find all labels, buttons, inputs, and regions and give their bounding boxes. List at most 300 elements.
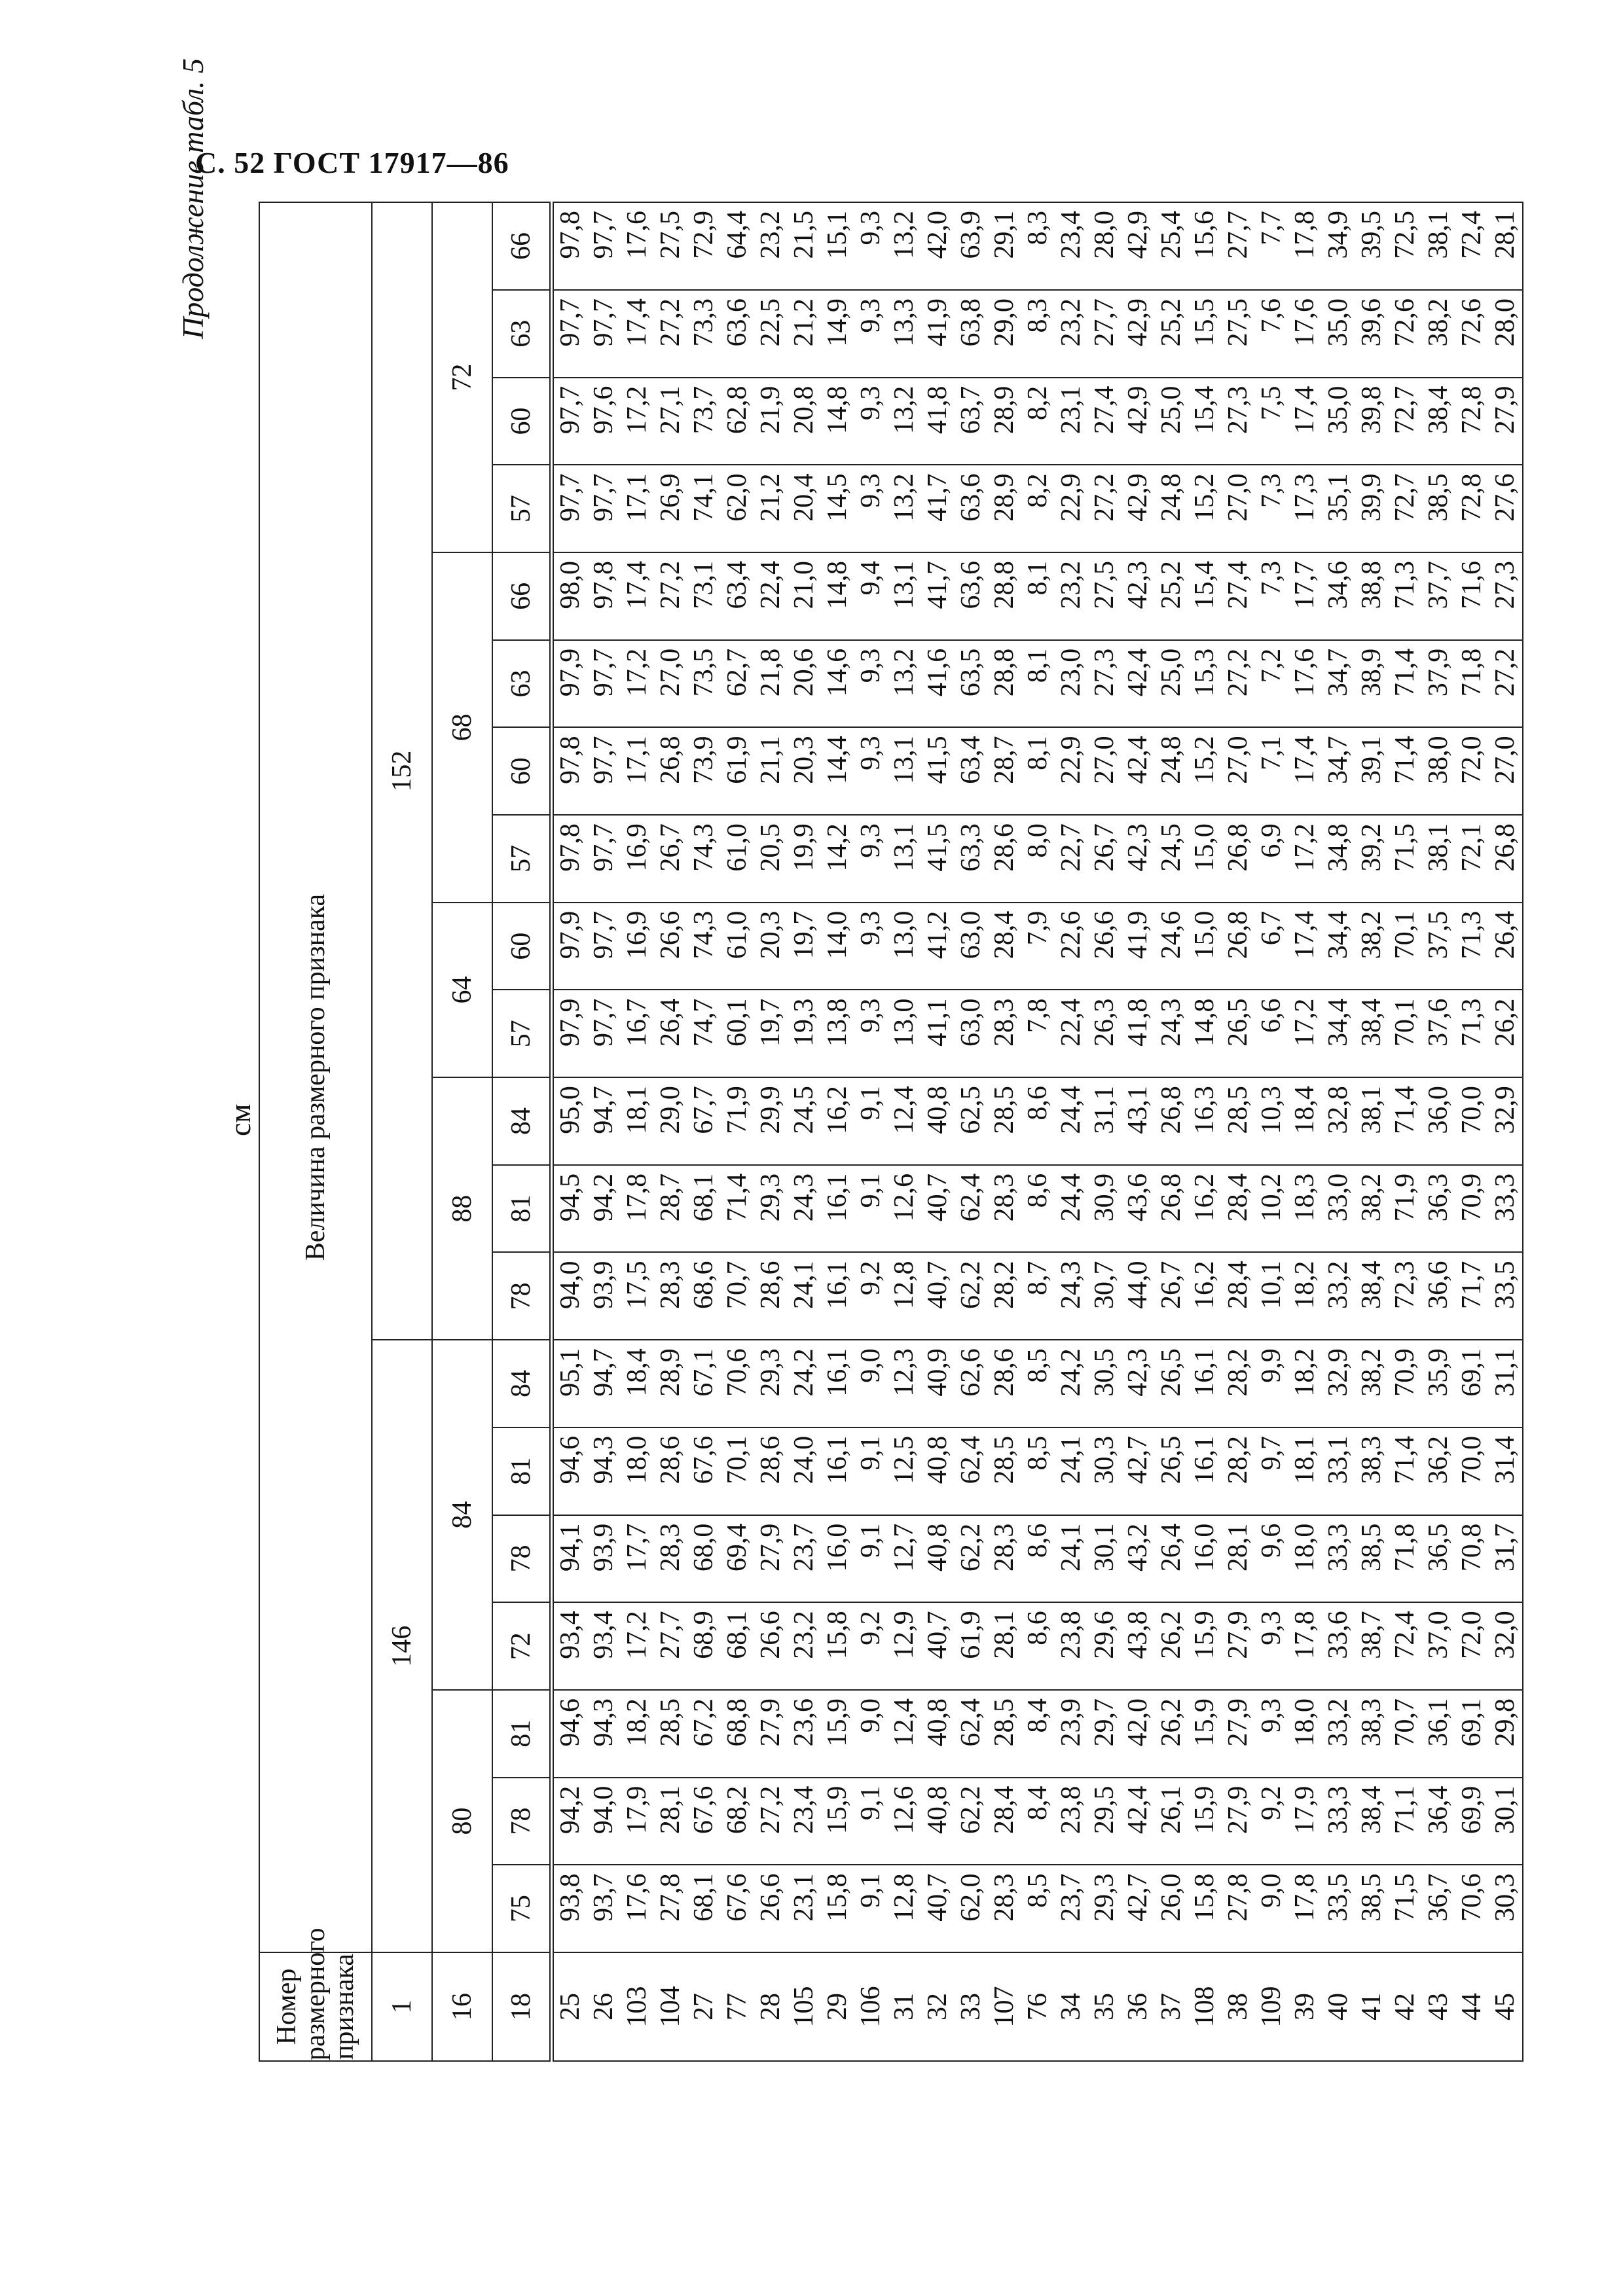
value-cell: 25,2 (1155, 290, 1188, 378)
value-cell: 27,7 (1222, 202, 1255, 290)
value-cell: 63,5 (955, 640, 988, 728)
row-number-cell: 105 (788, 1952, 821, 2061)
value-cell: 34,8 (1322, 815, 1355, 903)
value-cell: 32,9 (1322, 1340, 1355, 1427)
value-cell: 35,0 (1322, 378, 1355, 465)
value-cell: 95,0 (552, 1077, 588, 1165)
value-cell: 41,7 (921, 465, 955, 552)
value-cell: 28,5 (1222, 1077, 1255, 1165)
value-cell: 17,6 (621, 1865, 654, 1952)
value-cell: 29,0 (654, 1077, 687, 1165)
value-cell: 28,7 (654, 1165, 687, 1253)
value-cell: 24,5 (1155, 815, 1188, 903)
value-cell: 28,6 (988, 815, 1021, 903)
value-cell: 38,9 (1355, 640, 1389, 728)
header-size-column: 78 (492, 1515, 552, 1603)
row-number-cell: 32 (921, 1952, 955, 2061)
value-cell: 71,4 (1389, 727, 1422, 815)
value-cell: 27,2 (1222, 640, 1255, 728)
value-cell: 40,7 (921, 1165, 955, 1253)
table-row (1389, 202, 1422, 2061)
value-cell: 32,0 (1489, 1602, 1523, 1690)
value-cell: 97,9 (552, 903, 588, 990)
value-cell: 94,6 (552, 1427, 588, 1515)
value-cell: 32,8 (1322, 1077, 1355, 1165)
value-cell: 97,7 (587, 640, 621, 728)
value-cell: 43,6 (1122, 1165, 1155, 1253)
value-cell: 26,6 (654, 903, 687, 990)
row-number-cell: 31 (888, 1952, 921, 2061)
value-cell: 17,6 (1288, 640, 1322, 728)
table-row (1055, 202, 1088, 2061)
header-chest-group: 68 (432, 552, 492, 903)
value-cell: 17,2 (1288, 815, 1322, 903)
header-size-column: 63 (492, 290, 552, 378)
value-cell: 28,3 (988, 1865, 1021, 1952)
value-cell: 34,7 (1322, 727, 1355, 815)
value-cell: 62,8 (721, 378, 754, 465)
value-cell: 12,3 (888, 1340, 921, 1427)
value-cell: 28,6 (754, 1427, 788, 1515)
value-cell: 24,6 (1155, 903, 1188, 990)
header-size-column: 78 (492, 1253, 552, 1340)
value-cell: 67,6 (687, 1427, 721, 1515)
value-cell: 70,0 (1455, 1077, 1489, 1165)
value-cell: 9,3 (1255, 1690, 1288, 1778)
value-cell: 42,3 (1122, 552, 1155, 640)
value-cell: 16,7 (621, 990, 654, 1077)
value-cell: 27,7 (654, 1602, 687, 1690)
value-cell: 28,2 (1222, 1340, 1255, 1427)
value-cell: 94,7 (587, 1077, 621, 1165)
value-cell: 9,3 (854, 990, 888, 1077)
table-row (1255, 202, 1288, 2061)
value-cell: 60,1 (721, 990, 754, 1077)
value-cell: 63,4 (955, 727, 988, 815)
value-cell: 26,6 (754, 1865, 788, 1952)
value-cell: 38,4 (1355, 1778, 1389, 1865)
value-cell: 10,1 (1255, 1253, 1288, 1340)
value-cell: 42,7 (1122, 1865, 1155, 1952)
value-cell: 27,5 (654, 202, 687, 290)
table-row (621, 202, 654, 2061)
value-cell: 12,7 (888, 1515, 921, 1603)
header-size-column: 75 (492, 1865, 552, 1952)
header-size-column: 60 (492, 378, 552, 465)
value-cell: 42,0 (1122, 1690, 1155, 1778)
row-number-cell: 36 (1122, 1952, 1155, 2061)
value-cell: 28,0 (1088, 202, 1122, 290)
value-cell: 97,7 (552, 290, 588, 378)
value-cell: 39,2 (1355, 815, 1389, 903)
value-cell: 62,5 (955, 1077, 988, 1165)
value-cell: 27,9 (1222, 1690, 1255, 1778)
value-cell: 14,8 (1188, 990, 1222, 1077)
value-cell: 23,2 (1055, 552, 1088, 640)
table-continuation-caption: Продолжение табл. 5 (176, 58, 210, 339)
value-cell: 13,2 (888, 640, 921, 728)
value-cell: 41,9 (921, 290, 955, 378)
value-cell: 67,6 (687, 1778, 721, 1865)
value-cell: 15,9 (821, 1778, 854, 1865)
value-cell: 70,1 (1389, 990, 1422, 1077)
value-cell: 71,4 (1389, 1427, 1422, 1515)
value-cell: 16,9 (621, 815, 654, 903)
value-cell: 38,5 (1355, 1865, 1389, 1952)
value-cell: 28,2 (1222, 1427, 1255, 1515)
table-row (1422, 202, 1455, 2061)
value-cell: 97,7 (587, 465, 621, 552)
value-cell: 8,5 (1021, 1340, 1055, 1427)
value-cell: 34,6 (1322, 552, 1355, 640)
value-cell: 9,1 (854, 1165, 888, 1253)
value-cell: 15,9 (1188, 1602, 1222, 1690)
value-cell: 43,2 (1122, 1515, 1155, 1603)
value-cell: 28,3 (988, 1515, 1021, 1603)
value-cell: 73,7 (687, 378, 721, 465)
value-cell: 9,6 (1255, 1515, 1288, 1603)
value-cell: 22,4 (754, 552, 788, 640)
value-cell: 14,8 (821, 378, 854, 465)
value-cell: 33,1 (1322, 1427, 1355, 1515)
value-cell: 33,5 (1489, 1253, 1523, 1340)
row-number-cell: 37 (1155, 1952, 1188, 2061)
value-cell: 17,2 (621, 640, 654, 728)
value-cell: 39,6 (1355, 290, 1389, 378)
row-number-cell: 106 (854, 1952, 888, 2061)
value-cell: 18,2 (1288, 1253, 1322, 1340)
value-cell: 8,7 (1021, 1253, 1055, 1340)
value-cell: 74,3 (687, 903, 721, 990)
value-cell: 67,1 (687, 1340, 721, 1427)
value-cell: 72,4 (1455, 202, 1489, 290)
value-cell: 27,2 (654, 552, 687, 640)
value-cell: 15,0 (1188, 903, 1222, 990)
value-cell: 37,0 (1422, 1602, 1455, 1690)
value-cell: 31,1 (1088, 1077, 1122, 1165)
value-cell: 17,3 (1288, 465, 1322, 552)
value-cell: 9,3 (854, 378, 888, 465)
value-cell: 38,1 (1422, 202, 1455, 290)
table-row (1088, 202, 1122, 2061)
value-cell: 35,1 (1322, 465, 1355, 552)
value-cell: 72,0 (1455, 727, 1489, 815)
value-cell: 28,4 (988, 1778, 1021, 1865)
value-cell: 68,1 (687, 1865, 721, 1952)
value-cell: 29,8 (1489, 1690, 1523, 1778)
value-cell: 36,7 (1422, 1865, 1455, 1952)
value-cell: 28,4 (1222, 1253, 1255, 1340)
value-cell: 9,0 (854, 1340, 888, 1427)
row-number-cell: 38 (1222, 1952, 1255, 2061)
value-cell: 71,9 (721, 1077, 754, 1165)
value-cell: 34,7 (1322, 640, 1355, 728)
value-cell: 33,0 (1322, 1165, 1355, 1253)
value-cell: 17,6 (621, 202, 654, 290)
value-cell: 72,0 (1455, 1602, 1489, 1690)
value-cell: 41,9 (1122, 903, 1155, 990)
value-cell: 16,2 (821, 1077, 854, 1165)
value-cell: 27,8 (1222, 1865, 1255, 1952)
value-cell: 33,3 (1322, 1515, 1355, 1603)
value-cell: 9,1 (854, 1427, 888, 1515)
value-cell: 32,9 (1489, 1077, 1523, 1165)
value-cell: 27,5 (1222, 290, 1255, 378)
value-cell: 17,4 (621, 290, 654, 378)
value-cell: 26,5 (1155, 1340, 1188, 1427)
value-cell: 8,6 (1021, 1602, 1055, 1690)
value-cell: 42,9 (1122, 290, 1155, 378)
row-number-cell: 34 (1055, 1952, 1088, 2061)
value-cell: 8,2 (1021, 378, 1055, 465)
value-cell: 27,4 (1088, 378, 1122, 465)
value-cell: 97,8 (552, 202, 588, 290)
value-cell: 18,4 (1288, 1077, 1322, 1165)
value-cell: 95,1 (552, 1340, 588, 1427)
value-cell: 41,1 (921, 990, 955, 1077)
value-cell: 72,7 (1389, 465, 1422, 552)
value-cell: 19,7 (754, 990, 788, 1077)
value-cell: 29,0 (988, 290, 1021, 378)
value-cell: 17,8 (1288, 1865, 1322, 1952)
value-cell: 71,8 (1389, 1515, 1422, 1603)
value-cell: 28,8 (988, 552, 1021, 640)
value-cell: 9,3 (854, 465, 888, 552)
value-cell: 15,4 (1188, 552, 1222, 640)
value-cell: 70,1 (1389, 903, 1422, 990)
value-cell: 22,9 (1055, 465, 1088, 552)
value-cell: 97,8 (552, 727, 588, 815)
value-cell: 61,0 (721, 903, 754, 990)
value-cell: 63,0 (955, 903, 988, 990)
value-cell: 38,2 (1355, 903, 1389, 990)
value-cell: 41,5 (921, 815, 955, 903)
column-header-value: Величина размерного признака (259, 202, 372, 1952)
value-cell: 37,6 (1422, 990, 1455, 1077)
value-cell: 71,4 (1389, 1077, 1422, 1165)
value-cell: 9,2 (854, 1253, 888, 1340)
row-number-cell: 45 (1489, 1952, 1523, 2061)
value-cell: 69,1 (1455, 1340, 1489, 1427)
value-cell: 9,2 (1255, 1778, 1288, 1865)
value-cell: 23,1 (1055, 378, 1088, 465)
value-cell: 73,5 (687, 640, 721, 728)
value-cell: 12,5 (888, 1427, 921, 1515)
value-cell: 27,9 (1489, 378, 1523, 465)
column-header-number: Номер размерного признака (259, 1952, 372, 2061)
value-cell: 40,8 (921, 1077, 955, 1165)
value-cell: 17,2 (621, 1602, 654, 1690)
value-cell: 71,9 (1389, 1165, 1422, 1253)
header-chest-group: 80 (432, 1690, 492, 1952)
value-cell: 38,2 (1422, 290, 1455, 378)
value-cell: 38,1 (1422, 815, 1455, 903)
value-cell: 69,9 (1455, 1778, 1489, 1865)
value-cell: 29,5 (1088, 1778, 1122, 1865)
value-cell: 42,4 (1122, 1778, 1155, 1865)
value-cell: 26,7 (1088, 815, 1122, 903)
value-cell: 31,4 (1489, 1427, 1523, 1515)
value-cell: 27,3 (1222, 378, 1255, 465)
value-cell: 7,5 (1255, 378, 1288, 465)
value-cell: 17,1 (621, 465, 654, 552)
header-height-group: 152 (372, 202, 432, 1340)
value-cell: 13,0 (888, 903, 921, 990)
value-cell: 98,0 (552, 552, 588, 640)
value-cell: 17,2 (1288, 990, 1322, 1077)
table-row (1322, 202, 1355, 2061)
value-cell: 41,7 (921, 552, 955, 640)
value-cell: 30,3 (1489, 1865, 1523, 1952)
value-cell: 28,5 (988, 1077, 1021, 1165)
value-cell: 38,7 (1355, 1602, 1389, 1690)
value-cell: 7,3 (1255, 552, 1288, 640)
value-cell: 93,8 (552, 1865, 588, 1952)
value-cell: 97,7 (587, 815, 621, 903)
value-cell: 30,3 (1088, 1427, 1122, 1515)
value-cell: 9,9 (1255, 1340, 1288, 1427)
value-cell: 38,2 (1355, 1340, 1389, 1427)
value-cell: 71,4 (721, 1165, 754, 1253)
value-cell: 6,9 (1255, 815, 1288, 903)
value-cell: 62,2 (955, 1778, 988, 1865)
value-cell: 62,0 (721, 465, 754, 552)
value-cell: 28,8 (988, 640, 1021, 728)
value-cell: 16,2 (1188, 1253, 1222, 1340)
value-cell: 8,4 (1021, 1690, 1055, 1778)
value-cell: 40,8 (921, 1778, 955, 1865)
value-cell: 9,1 (854, 1778, 888, 1865)
value-cell: 34,4 (1322, 990, 1355, 1077)
value-cell: 26,8 (654, 727, 687, 815)
value-cell: 43,8 (1122, 1602, 1155, 1690)
value-cell: 97,7 (587, 990, 621, 1077)
value-cell: 94,0 (552, 1253, 588, 1340)
value-cell: 8,3 (1021, 202, 1055, 290)
table-row (687, 202, 721, 2061)
value-cell: 9,3 (1255, 1602, 1288, 1690)
value-cell: 33,5 (1322, 1865, 1355, 1952)
value-cell: 22,9 (1055, 727, 1088, 815)
value-cell: 93,4 (552, 1602, 588, 1690)
value-cell: 24,1 (1055, 1515, 1088, 1603)
table-row (821, 202, 854, 2061)
header-chest-group: 72 (432, 202, 492, 552)
value-cell: 23,7 (788, 1515, 821, 1603)
value-cell: 94,5 (552, 1165, 588, 1253)
value-cell: 35,9 (1422, 1340, 1455, 1427)
data-table (259, 202, 1523, 2062)
value-cell: 26,2 (1155, 1690, 1188, 1778)
value-cell: 97,6 (587, 378, 621, 465)
value-cell: 70,6 (721, 1340, 754, 1427)
row-number-cell: 40 (1322, 1952, 1355, 2061)
value-cell: 16,3 (1188, 1077, 1222, 1165)
value-cell: 8,6 (1021, 1165, 1055, 1253)
value-cell: 71,5 (1389, 1865, 1422, 1952)
value-cell: 28,1 (654, 1778, 687, 1865)
value-cell: 25,0 (1155, 640, 1188, 728)
row-number-cell: 76 (1021, 1952, 1055, 2061)
value-cell: 15,8 (1188, 1865, 1222, 1952)
value-cell: 68,0 (687, 1515, 721, 1603)
value-cell: 74,7 (687, 990, 721, 1077)
value-cell: 21,1 (754, 727, 788, 815)
value-cell: 14,2 (821, 815, 854, 903)
header-row-id-16: 16 (432, 1952, 492, 2061)
value-cell: 24,4 (1055, 1165, 1088, 1253)
value-cell: 17,9 (1288, 1778, 1322, 1865)
value-cell: 23,2 (788, 1602, 821, 1690)
value-cell: 61,0 (721, 815, 754, 903)
value-cell: 8,1 (1021, 640, 1055, 728)
value-cell: 20,5 (754, 815, 788, 903)
value-cell: 38,5 (1422, 465, 1455, 552)
value-cell: 40,8 (921, 1515, 955, 1603)
page-title: С. 52 ГОСТ 17917—86 (195, 146, 509, 179)
value-cell: 15,4 (1188, 378, 1222, 465)
value-cell: 16,0 (821, 1515, 854, 1603)
value-cell: 24,8 (1155, 727, 1188, 815)
value-cell: 44,0 (1122, 1253, 1155, 1340)
row-number-cell: 109 (1255, 1952, 1288, 2061)
value-cell: 71,3 (1455, 990, 1489, 1077)
value-cell: 14,5 (821, 465, 854, 552)
value-cell: 28,5 (988, 1690, 1021, 1778)
value-cell: 42,7 (1122, 1427, 1155, 1515)
table-row (1155, 202, 1188, 2061)
value-cell: 27,0 (654, 640, 687, 728)
value-cell: 16,2 (1188, 1165, 1222, 1253)
table-row (654, 202, 687, 2061)
value-cell: 15,8 (821, 1602, 854, 1690)
value-cell: 9,3 (854, 640, 888, 728)
value-cell: 27,2 (1489, 640, 1523, 728)
value-cell: 62,4 (955, 1690, 988, 1778)
value-cell: 62,0 (955, 1865, 988, 1952)
header-size-column: 84 (492, 1340, 552, 1427)
value-cell: 42,9 (1122, 202, 1155, 290)
value-cell: 27,2 (1088, 465, 1122, 552)
value-cell: 9,1 (854, 1865, 888, 1952)
header-size-column: 60 (492, 903, 552, 990)
value-cell: 93,7 (587, 1865, 621, 1952)
value-cell: 34,4 (1322, 903, 1355, 990)
value-cell: 40,7 (921, 1865, 955, 1952)
value-cell: 63,9 (955, 202, 988, 290)
table-row (1021, 202, 1055, 2061)
value-cell: 27,2 (754, 1778, 788, 1865)
value-cell: 38,8 (1355, 552, 1389, 640)
value-cell: 16,1 (821, 1253, 854, 1340)
value-cell: 8,4 (1021, 1778, 1055, 1865)
value-cell: 28,9 (988, 465, 1021, 552)
value-cell: 24,1 (788, 1253, 821, 1340)
value-cell: 26,7 (1155, 1253, 1188, 1340)
value-cell: 70,7 (721, 1253, 754, 1340)
value-cell: 70,6 (1455, 1865, 1489, 1952)
value-cell: 26,8 (1155, 1165, 1188, 1253)
value-cell: 12,8 (888, 1865, 921, 1952)
value-cell: 70,9 (1455, 1165, 1489, 1253)
value-cell: 40,7 (921, 1602, 955, 1690)
value-cell: 72,9 (687, 202, 721, 290)
value-cell: 22,7 (1055, 815, 1088, 903)
value-cell: 17,6 (1288, 290, 1322, 378)
table-row (888, 202, 921, 2061)
value-cell: 42,0 (921, 202, 955, 290)
value-cell: 16,1 (821, 1427, 854, 1515)
